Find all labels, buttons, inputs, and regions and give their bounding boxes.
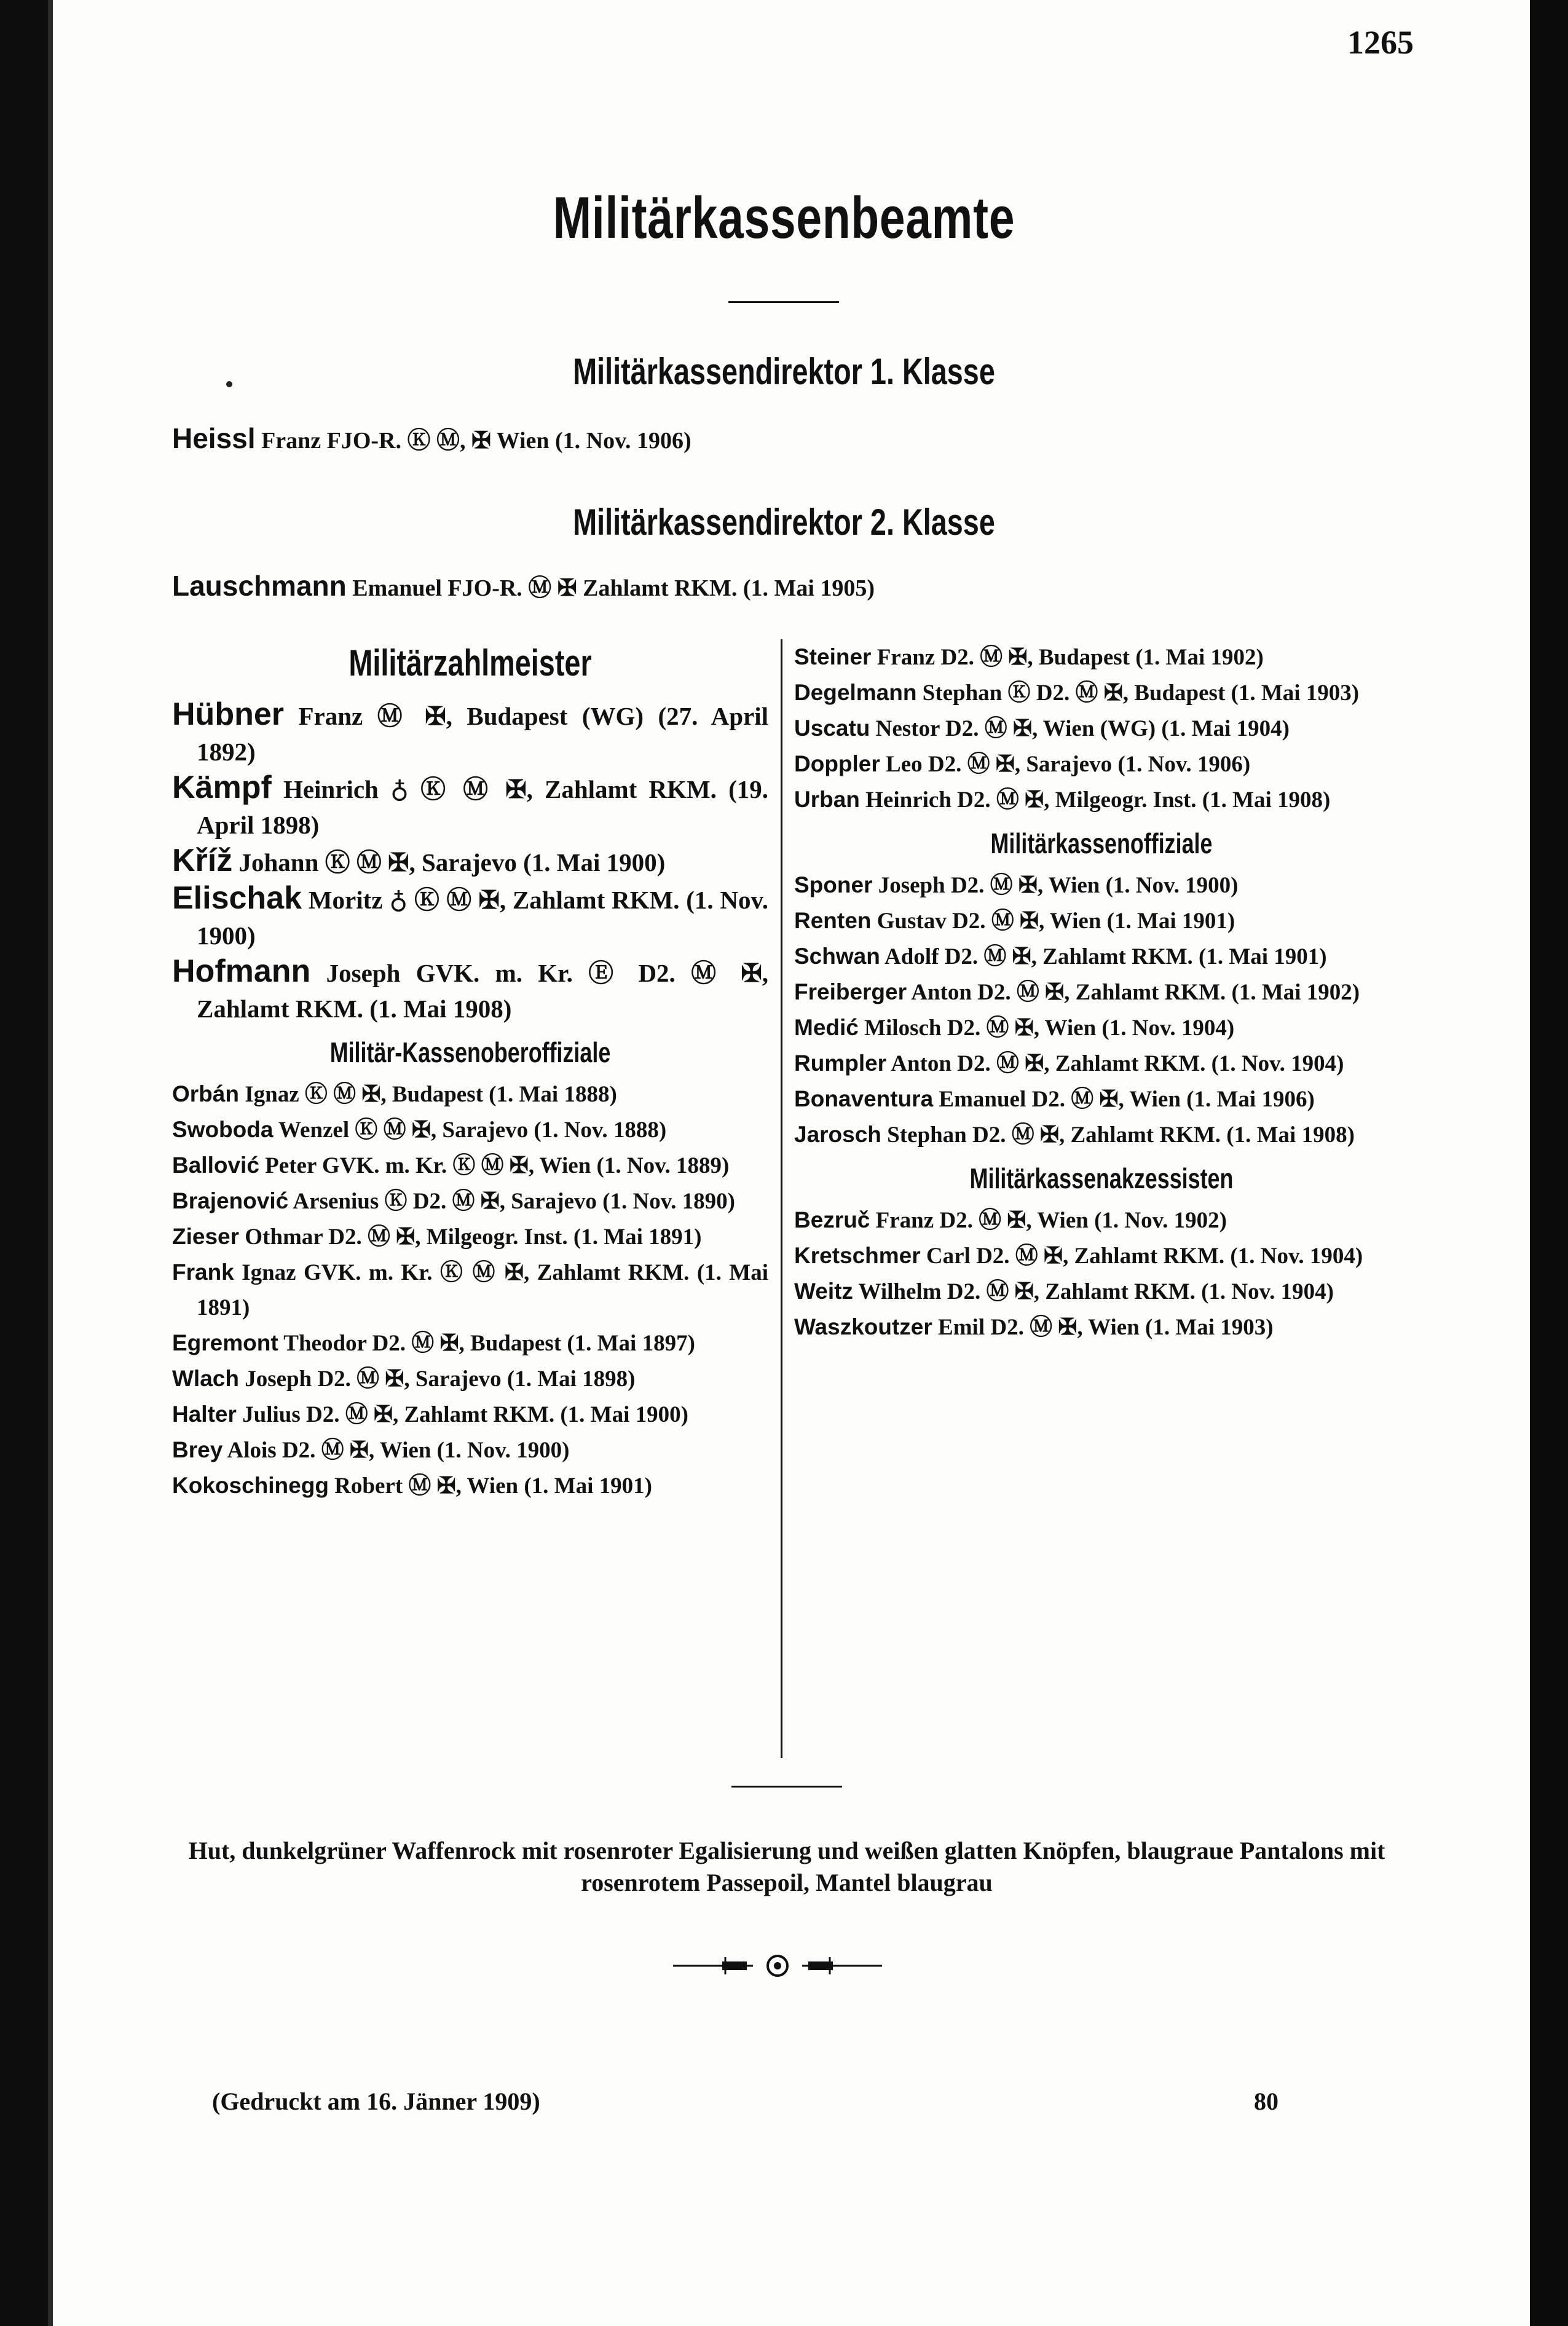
scan-right-border — [1530, 0, 1568, 2326]
entry-name: Heissl — [172, 422, 256, 454]
list-item: Ballović Peter GVK. m. Kr. Ⓚ Ⓜ ✠, Wien (1. Nov. 1889) — [172, 1153, 730, 1178]
right-column — [794, 639, 1409, 1345]
entry-class-1 — [172, 421, 1414, 458]
list-item: Sponer Joseph D2. Ⓜ ✠, Wien (1. Nov. 1900) — [794, 872, 1239, 898]
list-item: Elischak Moritz ♁ Ⓚ Ⓜ ✠, Zahlamt RKM. (1. Nov. 1900) — [172, 880, 769, 950]
heading-zahlmeister: Militärzahlmeister — [349, 642, 592, 684]
section-end-rule — [731, 1786, 842, 1788]
oberoffiziale-list — [172, 1076, 768, 1504]
list-item: Brey Alois D2. Ⓜ ✠, Wien (1. Nov. 1900) — [172, 1437, 570, 1463]
list-item: Zieser Othmar D2. Ⓜ ✠, Milgeogr. Inst. (1. Mai 1891) — [172, 1224, 702, 1250]
list-item: Frank Ignaz GVK. m. Kr. Ⓚ Ⓜ ✠, Zahlamt RKM. (1. Mai 1891) — [172, 1260, 769, 1320]
page-number: 1265 — [1347, 24, 1414, 61]
uniform-footnote: Hut, dunkelgrüner Waffenrock mit rosenroter Egalisierung und weißen glatten Knöpfen, blaugraue Pantalons mit rosenrotem Passepoil, Mantel blaugrau — [188, 1837, 1385, 1896]
list-item: Brajenović Arsenius Ⓚ D2. Ⓜ ✠, Sarajevo (1. Nov. 1890) — [172, 1188, 736, 1214]
column-divider — [781, 639, 782, 1758]
ornament-divider-icon — [673, 1953, 882, 1978]
list-item: Swoboda Wenzel Ⓚ Ⓜ ✠, Sarajevo (1. Nov. 1888) — [172, 1117, 667, 1143]
entry-text: Franz FJO-R. Ⓚ Ⓜ, ✠ Wien (1. Nov. 1906) — [261, 428, 691, 454]
heading-class-1: Militärkassendirektor 1. Klasse — [573, 351, 995, 392]
list-item: Kretschmer Carl D2. Ⓜ ✠, Zahlamt RKM. (1. Nov. 1904) — [794, 1243, 1363, 1269]
list-item: Steiner Franz D2. Ⓜ ✠, Budapest (1. Mai 1902) — [794, 644, 1264, 670]
list-item: Renten Gustav D2. Ⓜ ✠, Wien (1. Mai 1901) — [794, 908, 1235, 934]
zahlmeister-list — [172, 696, 768, 1027]
list-item: Bezruč Franz D2. Ⓜ ✠, Wien (1. Nov. 1902) — [794, 1207, 1227, 1233]
left-column — [172, 639, 768, 1504]
akzessisten-list — [794, 1202, 1409, 1345]
list-item: Waszkoutzer Emil D2. Ⓜ ✠, Wien (1. Mai 1903) — [794, 1314, 1274, 1340]
heading-offiziale: Militärkassenoffiziale — [990, 827, 1213, 859]
list-item: Freiberger Anton D2. Ⓜ ✠, Zahlamt RKM. (1. Mai 1902) — [794, 979, 1360, 1005]
list-item: Weitz Wilhelm D2. Ⓜ ✠, Zahlamt RKM. (1. Nov. 1904) — [794, 1279, 1334, 1304]
list-item: Schwan Adolf D2. Ⓜ ✠, Zahlamt RKM. (1. Mai 1901) — [794, 944, 1327, 969]
list-item: Bonaventura Emanuel D2. Ⓜ ✠, Wien (1. Mai 1906) — [794, 1086, 1315, 1112]
list-item: Jarosch Stephan D2. Ⓜ ✠, Zahlamt RKM. (1. Mai 1908) — [794, 1122, 1355, 1148]
title-rule — [728, 301, 839, 303]
heading-oberoffiziale: Militär-Kassenoberoffiziale — [329, 1036, 611, 1068]
scan-left-border-inner — [48, 0, 53, 2326]
offiziale-list — [794, 867, 1409, 1153]
list-item: Hübner Franz Ⓜ ✠, Budapest (WG) (27. April 1892) — [172, 696, 768, 766]
list-item: Medić Milosch D2. Ⓜ ✠, Wien (1. Nov. 1904) — [794, 1015, 1235, 1041]
list-item: Kokoschinegg Robert Ⓜ ✠, Wien (1. Mai 1901) — [172, 1473, 652, 1499]
list-item: Orbán Ignaz Ⓚ Ⓜ ✠, Budapest (1. Mai 1888) — [172, 1081, 617, 1107]
list-item: Egremont Theodor D2. Ⓜ ✠, Budapest (1. Mai 1897) — [172, 1330, 695, 1356]
oberoffiziale-continued-list — [794, 639, 1409, 818]
entry-name: Lauschmann — [172, 570, 347, 602]
list-item: Urban Heinrich D2. Ⓜ ✠, Milgeogr. Inst. (1. Mai 1908) — [794, 787, 1331, 813]
print-date: (Gedruckt am 16. Jänner 1909) — [212, 2087, 540, 2115]
page-title: Militärkassenbeamte — [553, 185, 1015, 251]
list-item: Doppler Leo D2. Ⓜ ✠, Sarajevo (1. Nov. 1906) — [794, 751, 1251, 777]
heading-akzessisten: Militärkassenakzessisten — [969, 1162, 1234, 1194]
list-item: Kříž Johann Ⓚ Ⓜ ✠, Sarajevo (1. Mai 1900) — [172, 843, 666, 878]
entry-class-2 — [172, 569, 1414, 605]
list-item: Rumpler Anton D2. Ⓜ ✠, Zahlamt RKM. (1. Nov. 1904) — [794, 1051, 1344, 1076]
sheet-number: 80 — [1254, 2087, 1278, 2115]
scan-left-border — [0, 0, 48, 2326]
list-item: Hofmann Joseph GVK. m. Kr. Ⓔ D2. Ⓜ ✠, Zahlamt RKM. (1. Mai 1908) — [172, 953, 769, 1023]
list-item: Degelmann Stephan Ⓚ D2. Ⓜ ✠, Budapest (1. Mai 1903) — [794, 680, 1360, 706]
heading-class-2: Militärkassendirektor 2. Klasse — [573, 502, 995, 543]
list-item: Halter Julius D2. Ⓜ ✠, Zahlamt RKM. (1. Mai 1900) — [172, 1402, 688, 1427]
list-item: Uscatu Nestor D2. Ⓜ ✠, Wien (WG) (1. Mai 1904) — [794, 716, 1290, 741]
entry-text: Emanuel FJO-R. Ⓜ ✠ Zahlamt RKM. (1. Mai 1905) — [352, 575, 875, 601]
list-item: Kämpf Heinrich ♁ Ⓚ Ⓜ ✠, Zahlamt RKM. (19. April 1898) — [172, 770, 768, 839]
list-item: Wlach Joseph D2. Ⓜ ✠, Sarajevo (1. Mai 1898) — [172, 1366, 636, 1392]
